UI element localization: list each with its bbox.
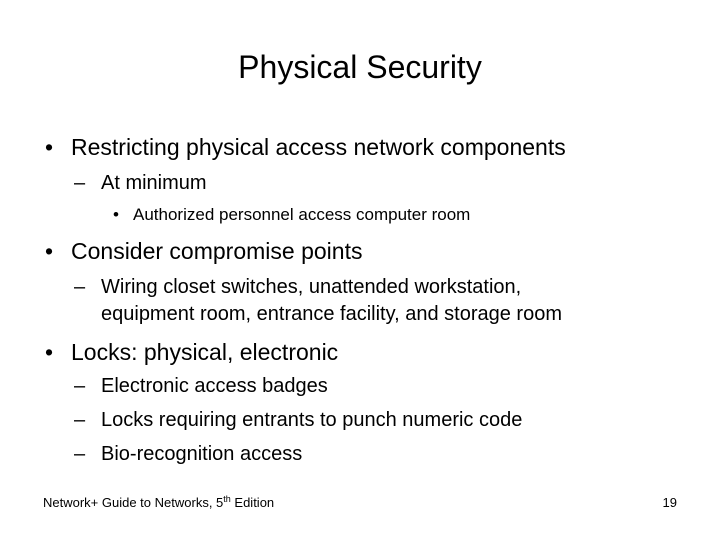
- bullet-text: Restricting physical access network components: [71, 134, 566, 160]
- bullet-text: Locks: physical, electronic: [71, 339, 339, 365]
- sub-bullet-text-line-1: Wiring closet switches, unattended workstation,: [101, 276, 522, 298]
- page-number: 19: [662, 495, 677, 510]
- bullet-text: Consider compromise points: [71, 238, 363, 264]
- footer-source-superscript: th: [223, 494, 231, 504]
- dash-marker: –: [74, 276, 86, 298]
- sub-bullet-text: Bio-recognition access: [101, 443, 303, 465]
- sub-bullet-text: Locks requiring entrants to punch numeric code: [101, 409, 523, 431]
- footer-source-prefix: Network+ Guide to Networks, 5: [43, 495, 224, 510]
- footer-source: [43, 494, 274, 512]
- footer-source-suffix: Edition: [230, 495, 275, 510]
- slide-title: Physical Security: [238, 49, 482, 85]
- sub-bullet-text: Electronic access badges: [101, 375, 328, 397]
- sub-sub-bullet-text: Authorized personnel access computer room: [133, 205, 471, 224]
- dash-marker: –: [74, 172, 86, 194]
- bullet-marker: •: [113, 205, 119, 224]
- sub-bullet-text: At minimum: [101, 172, 207, 194]
- sub-bullet-text-line-2: equipment room, entrance facility, and storage room: [101, 303, 562, 325]
- bullet-marker: •: [45, 134, 54, 160]
- bullet-marker: •: [45, 339, 54, 365]
- dash-marker: –: [74, 443, 86, 465]
- dash-marker: –: [74, 409, 86, 431]
- dash-marker: –: [74, 375, 86, 397]
- bullet-marker: •: [45, 238, 54, 264]
